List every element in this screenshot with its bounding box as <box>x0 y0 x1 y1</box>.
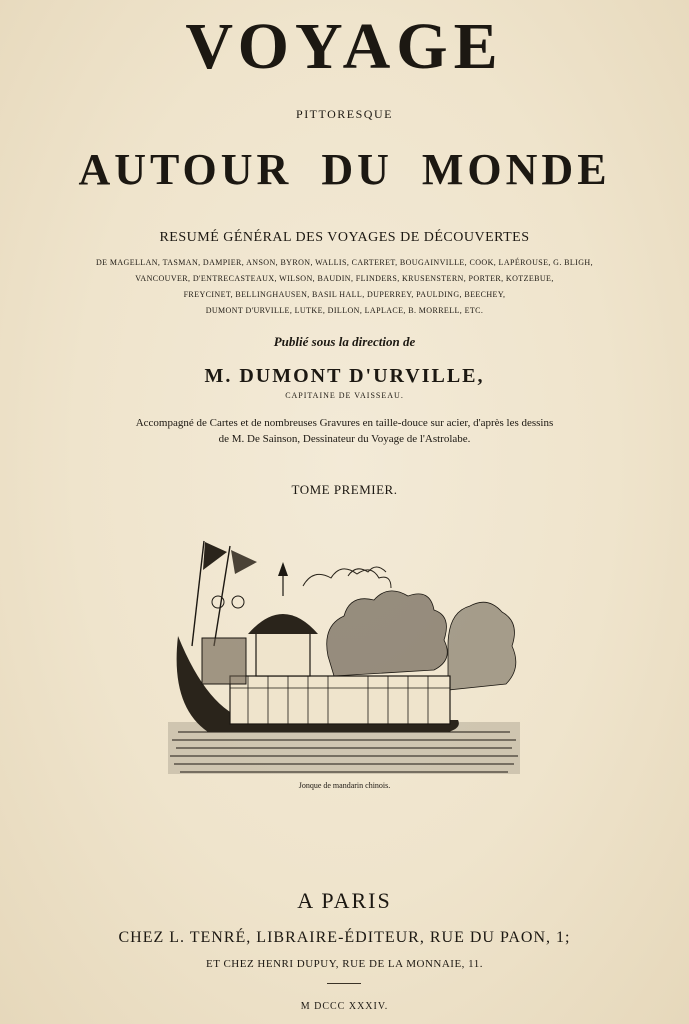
author-name: M. DUMONT D'URVILLE, <box>204 365 485 387</box>
volume-label: TOME PREMIER. <box>291 482 398 497</box>
navigators-line: VANCOUVER, D'ENTRECASTEAUX, WILSON, BAUDIN, FLINDERS, KRUSENSTERN, PORTER, KOTZEBUE, <box>135 274 554 283</box>
publisher-line-2: ET CHEZ HENRI DUPUY, RUE DE LA MONNAIE, 11. <box>205 958 484 970</box>
navigators-line: DUMONT D'URVILLE, LUTKE, DILLON, LAPLACE, B. MORRELL, ETC. <box>205 306 484 315</box>
publication-year: M DCCC XXXIV. <box>300 1001 389 1012</box>
accompaniment-line: Accompagné de Cartes et de nombreuses Gravures en taille-douce sur acier, d'après les dessins <box>135 417 554 429</box>
junk-engraving <box>168 536 520 780</box>
main-title-line2: AUTOUR DU MONDE <box>78 145 611 194</box>
title-qualifier: PITTORESQUE <box>296 107 393 121</box>
imprint-place: A PARIS <box>297 888 392 913</box>
illustration-caption: Jonque de mandarin chinois. <box>298 781 391 790</box>
main-title: VOYAGE <box>185 10 504 83</box>
navigators-line: DE MAGELLAN, TASMAN, DAMPIER, ANSON, BYRON, WALLIS, CARTERET, BOUGAINVILLE, COOK, LAPÉROUSE, G. BLIGH, <box>95 258 593 267</box>
subtitle: RESUMÉ GÉNÉRAL DES VOYAGES DE DÉCOUVERTES <box>159 230 530 245</box>
divider <box>327 983 361 984</box>
author-title: CAPITAINE DE VAISSEAU. <box>285 391 404 400</box>
publisher-line: CHEZ L. TENRÉ, LIBRAIRE-ÉDITEUR, RUE DU PAON, 1; <box>118 929 571 946</box>
accompaniment-line: de M. De Sainson, Dessinateur du Voyage de l'Astrolabe. <box>218 433 471 445</box>
direction-note: Publié sous la direction de <box>273 334 416 349</box>
navigators-line: FREYCINET, BELLINGHAUSEN, BASIL HALL, DUPERREY, PAULDING, BEECHEY, <box>183 290 506 299</box>
